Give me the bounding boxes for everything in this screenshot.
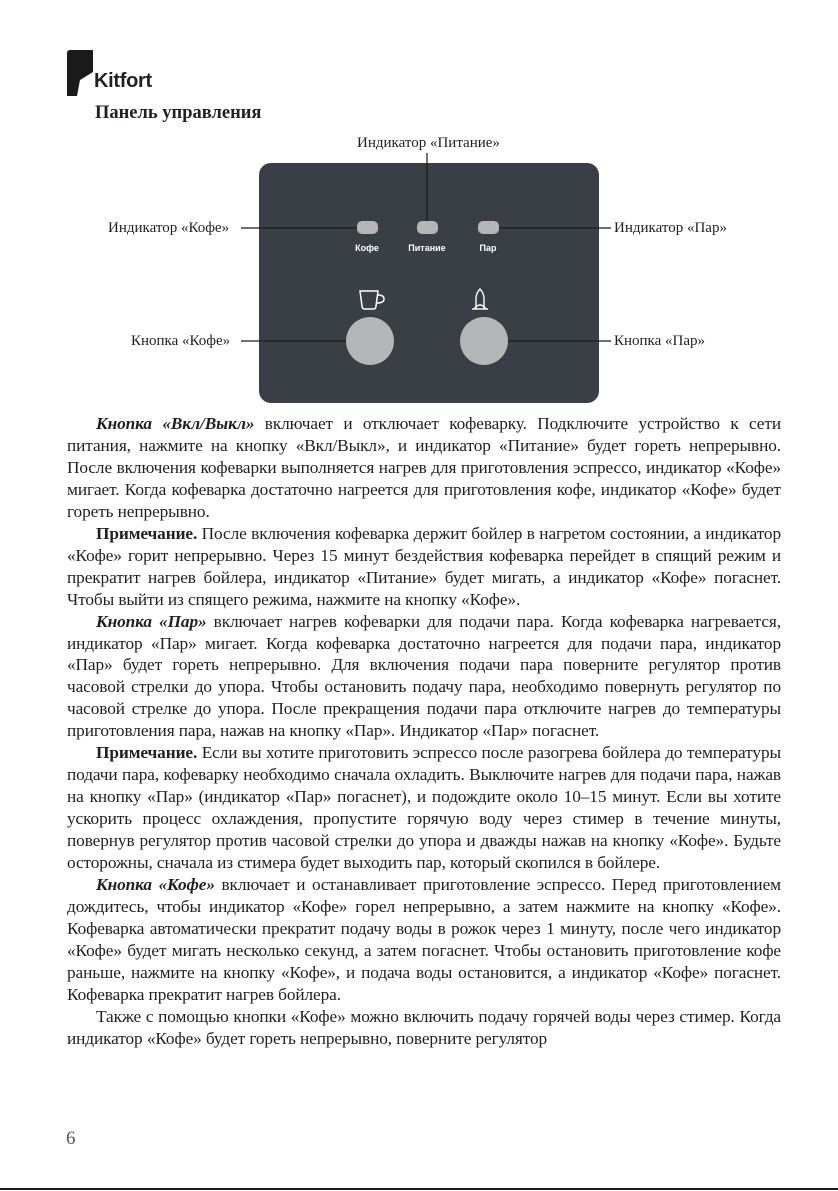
paragraph-text: Если вы хотите приготовить эспрессо после разогрева бойлера до температуры подачи пара, кофеварку необходимо сначала охладить. Выключите нагрев для подачи пара, нажав на кнопку «Пар» (индикатор «Пар» погаснет), и подождите около 10–15 минут. Если вы хотите ускорить процесс охлаждения, пропустите горячую воду через стимер в течение минуты, повернув регулятор против часовой стрелки до упора и дважды нажав на кнопку «Кофе». Будьте осторожны, сначала из стимера будет выходить пар, который скопился в бойлере.	[67, 743, 781, 873]
bottom-rule	[0, 1188, 838, 1190]
panel-label-steam: Пар	[479, 243, 497, 253]
paragraph-lead: Кнопка «Пар»	[96, 611, 207, 631]
coffee-button	[346, 317, 394, 365]
paragraph-text: включает и отключает кофеварку. Подключите устройство к сети питания, нажмите на кнопку «Вкл/Выкл», и индикатор «Питание» будет гореть непрерывно. После включения кофеварки выполняется нагрев для приготовления эспрессо, индикатор «Кофе» мигает. Когда кофеварка достаточно нагреется для приготовления кофе, индикатор «Кофе» будет гореть непрерывно.	[67, 414, 781, 521]
instructions-text	[67, 413, 781, 1050]
paragraph-lead: Кнопка «Кофе»	[96, 875, 215, 895]
coffee-indicator-callout: Индикатор «Кофе»	[108, 220, 230, 236]
power-indicator-light	[417, 221, 438, 234]
paragraph-lead: Кнопка «Вкл/Выкл»	[96, 414, 255, 433]
steam-indicator-callout: Индикатор «Пар»	[614, 220, 727, 236]
steam-button	[460, 317, 508, 365]
kitfort-flag-logo-icon	[67, 50, 93, 96]
steam-button-callout: Кнопка «Пар»	[614, 333, 706, 349]
page-number: 6	[66, 1128, 76, 1149]
paragraph-coffee-button	[67, 874, 781, 1006]
paragraph-lead: Примечание.	[96, 743, 198, 763]
paragraph-text: Также с помощью кнопки «Кофе» можно включить подачу горячей воды через стимер. Когда индикатор «Кофе» будет гореть непрерывно, поверните регулятор	[67, 1006, 781, 1048]
paragraph-text: включает и останавливает приготовление эспрессо. Перед приготовлением дождитесь, чтобы индикатор «Кофе» горел непрерывно, а затем нажмите на кнопку «Кофе». Кофеварка автоматически прекратит подачу воды в рожок через 1 минуту, после чего индикатор «Кофе» будет мигать несколько секунд, а затем погаснет. Чтобы остановить приготовление кофе раньше, нажмите на кнопку «Кофе», и подача воды остановится, а индикатор «Кофе» погаснет. Кофеварка прекратит нагрев бойлера.	[67, 875, 781, 1004]
paragraph-note-sleep	[67, 523, 781, 611]
paragraph-text: После включения кофеварка держит бойлер в нагретом состоянии, а индикатор «Кофе» горит непрерывно. Через 15 минут бездействия кофеварка перейдет в спящий режим и прекратит нагрев бойлера, индикатор «Питание» будет мигать, а индикатор «Кофе» погаснет. Чтобы выйти из спящего режима, нажмите на кнопку «Кофе».	[67, 523, 781, 609]
paragraph-steam-button	[67, 611, 781, 743]
control-panel-body	[259, 163, 599, 403]
paragraph-hot-water	[67, 1006, 781, 1050]
steam-indicator-light	[478, 221, 499, 234]
section-title: Панель управления	[95, 103, 262, 123]
brand-name: Kitfort	[94, 70, 152, 92]
power-indicator-callout: Индикатор «Питание»	[357, 135, 500, 151]
paragraph-power-button	[67, 413, 781, 523]
panel-label-power: Питание	[408, 243, 446, 253]
coffee-indicator-light	[357, 221, 378, 234]
coffee-button-callout: Кнопка «Кофе»	[131, 333, 231, 349]
control-panel-diagram	[0, 125, 838, 415]
paragraph-note-cooling	[67, 742, 781, 874]
panel-label-coffee: Кофе	[355, 243, 379, 253]
control-panel-graphic	[0, 125, 838, 415]
paragraph-text: включает нагрев кофеварки для подачи пара. Когда кофеварка нагревается, индикатор «Пар» мигает. Когда кофеварка достаточно нагреется для подачи пара, индикатор «Пар» будет гореть непрерывно. Для включения подачи пара поверните регулятор против часовой стрелки до упора. Чтобы остановить подачу пара, необходимо повернуть регулятор по часовой стрелке до упора. После прекращения подачи пара отключите нагрев до температуры приготовления пара, нажав на кнопку «Пар». Индикатор «Пар» погаснет.	[67, 611, 781, 741]
kitfort-logo	[67, 50, 177, 96]
paragraph-lead: Примечание.	[96, 523, 198, 543]
